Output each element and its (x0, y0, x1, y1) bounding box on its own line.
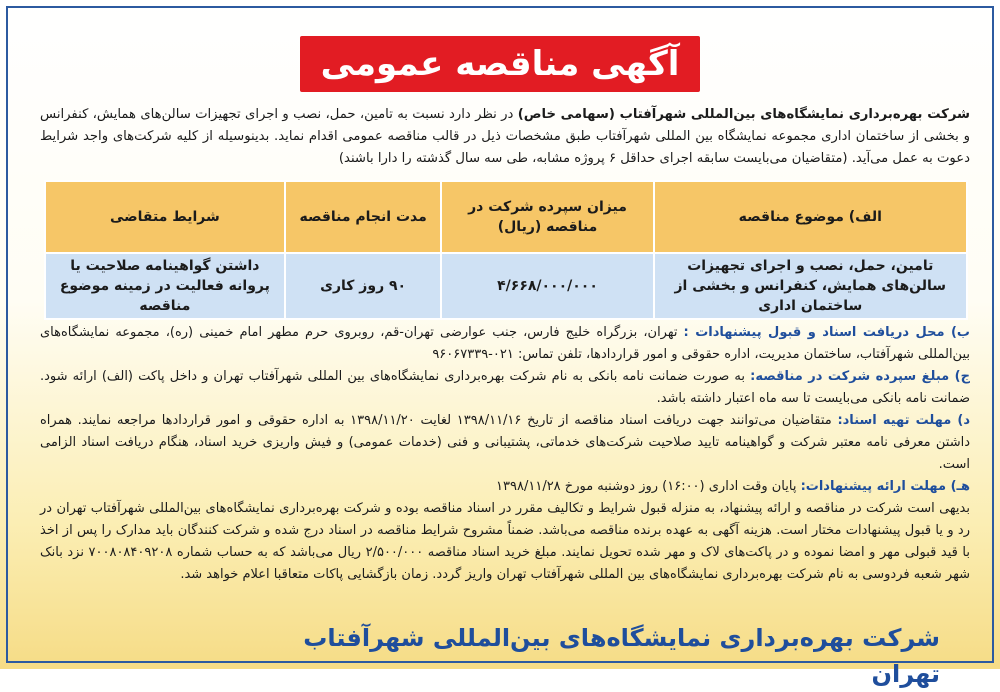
section-e (40, 476, 970, 498)
company-name: شرکت بهره‌برداری نمایشگاه‌های بین‌المللی شهرآفتاب (سهامی خاص) (517, 107, 970, 122)
section-d-heading: د) مهلت تهیه اسناد: (837, 413, 971, 428)
table-row (45, 253, 967, 319)
tender-details (40, 322, 970, 586)
section-e-text: پایان وقت اداری (۱۶:۰۰) روز دوشنبه مورخ ۱۳۹۸/۱۱/۲۸ (496, 479, 801, 494)
intro-text: در نظر دارد نسبت به تامین، حمل، نصب و اجرای تجهیزات سالن‌های همایش، کنفرانس و بخشی از ساختمان اداری مجموعه نمایشگاه بین المللی شهرآفتاب طبق مشخصات ذیل در قالب مناقصه عمومی اقدام نماید. بدینوسیله از کلیه شرکت‌های واجد شرایط دعوت به عمل می‌آید. (متقاضیان می‌بایست سابقه اجرای حداقل ۶ پروژه مشابه، طی سه سال گذشته را دارا باشند) (40, 107, 970, 166)
cell-duration: ۹۰ روز کاری (285, 253, 442, 319)
section-d (40, 410, 970, 476)
header-duration: مدت انجام مناقصه (285, 181, 442, 253)
intro-paragraph (40, 104, 970, 170)
cell-deposit: ۴/۶۶۸/۰۰۰/۰۰۰ (441, 253, 653, 319)
company-signature: شرکت بهره‌برداری نمایشگاه‌های بین‌المللی شهرآفتاب تهران (303, 624, 940, 688)
header-subject: الف) موضوع مناقصه (654, 181, 967, 253)
section-b-text: تهران، بزرگراه خلیج فارس، جنب عوارضی تهران-قم، روبروی حرم مطهر امام خمینی (ره)، مجموعه نمایشگاه‌های بین‌المللی شهرآفتاب، ساختمان مدیریت، اداره حقوقی و امور قراردادها، تلفن تماس: ۰۲۱-۹۶۰۶۷۳۳۹ (40, 325, 970, 362)
final-paragraph: بدیهی است شرکت در مناقصه و ارائه پیشنهاد، به منزله قبول شرایط و تکالیف مقرر در اسناد مناقصه بوده و شرکت بهره‌برداری نمایشگاه‌های بین‌المللی شهرآفتاب تهران در رد و یا قبول پیشنهادات مختار است. هزینه آگهی به عهده برنده مناقصه می‌باشد. ضمناً مشروح شرایط مناقصه در اسناد درج شده و شرکت کنندگان باید مدارک را پس از اخذ با قید قبولی مهر و امضا نموده و در پاکت‌های لاک و مهر شده تحویل نمایند. مبلغ خرید اسناد مناقصه ۲/۵۰۰/۰۰۰ ریال می‌باشد که به حساب شماره ۷۰۰۸۰۸۴۰۹۲۰۸ نزد بانک شهر شعبه فردوسی به نام شرکت بهره‌برداری نمایشگاه‌های بین المللی شهرآفتاب تهران واریز گردد. زمان بازگشایی پاکات متعاقبا اعلام خواهد شد. (40, 501, 970, 582)
section-b (40, 322, 970, 366)
section-c-heading: ج) مبلغ سپرده شرکت در مناقصه: (750, 369, 970, 384)
section-e-heading: هـ) مهلت ارائه پیشنهادات: (800, 479, 970, 494)
section-c (40, 366, 970, 410)
tender-table (44, 180, 968, 320)
cell-subject: تامین، حمل، نصب و اجرای تجهیزات سالن‌های همایش، کنفرانس و بخشی از ساختمان اداری (654, 253, 967, 319)
header-requirements: شرایط متقاضی (45, 181, 285, 253)
ad-title-banner: آگهی مناقصه عمومی (300, 36, 700, 92)
section-c-text: به صورت ضمانت نامه بانکی به نام شرکت بهره‌برداری نمایشگاه‌های بین المللی شهرآفتاب تهران و داخل پاکت (الف) ارائه شود. ضمانت نامه بانکی می‌بایست تا سه ماه اعتبار داشته باشد. (40, 369, 970, 406)
cell-requirements: داشتن گواهینامه صلاحیت یا پروانه فعالیت در زمینه موضوع مناقصه (45, 253, 285, 319)
table-header-row (45, 181, 967, 253)
section-d-text: متقاضیان می‌توانند جهت دریافت اسناد مناقصه از تاریخ ۱۳۹۸/۱۱/۱۶ لغایت ۱۳۹۸/۱۱/۲۰ به اداره حقوقی و امور قراردادها مراجعه نمایند. همراه داشتن معرفی نامه معتبر شرکت و گواهینامه تایید صلاحیت شرکت‌های خدماتی، پشتیبانی و فنی (خدمات عمومی) و فیش واریزی خرید اسناد، هنگام دریافت اسناد الزامی است. (40, 413, 970, 472)
section-b-heading: ب) محل دریافت اسناد و قبول پیشنهادات : (683, 325, 970, 340)
header-deposit: میزان سپرده شرکت در مناقصه (ریال) (441, 181, 653, 253)
